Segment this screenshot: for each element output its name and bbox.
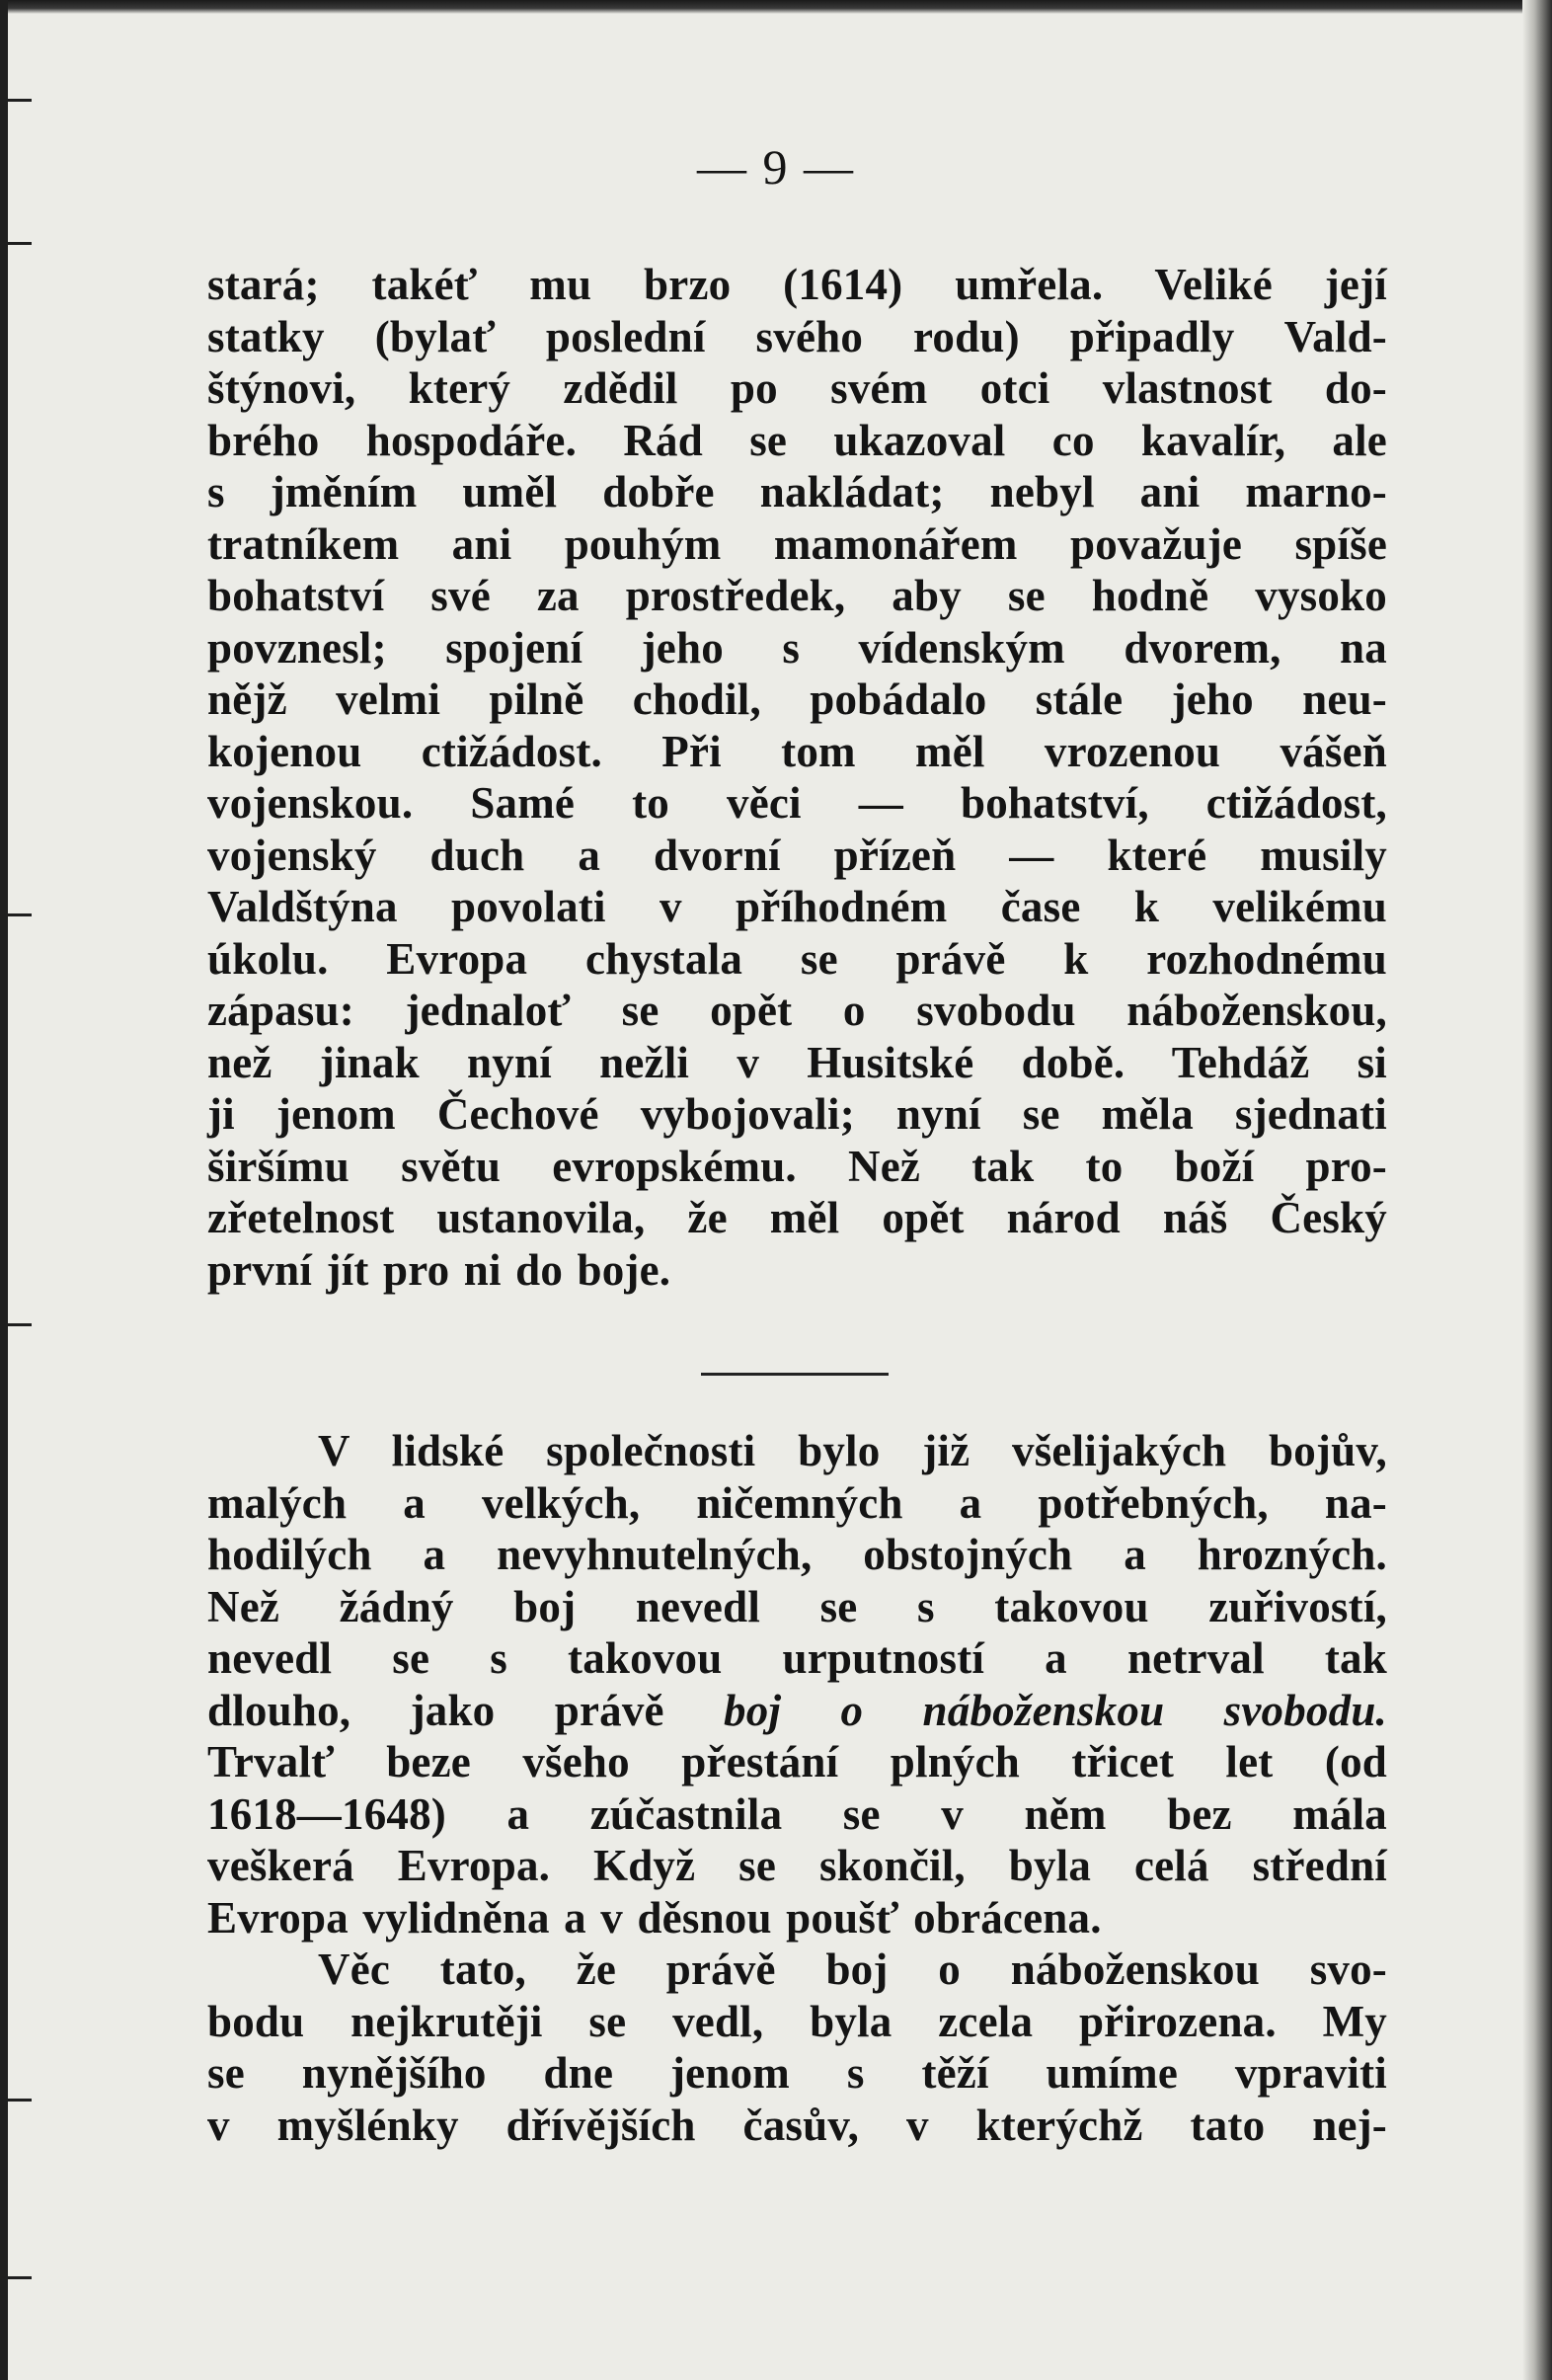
margin-mark xyxy=(0,2099,32,2102)
text-line: V lidské společnosti bylo již všelijakých bojův, xyxy=(318,1426,1387,1475)
text-line: ji jenom Čechové vybojovali; nyní se měla sjednati xyxy=(207,1089,1387,1139)
scan-edge-right xyxy=(1522,0,1552,2380)
text-line: Valdštýna povolati v příhodném čase k velikému xyxy=(207,882,1387,931)
text-line: první jít pro ni do boje. xyxy=(207,1244,671,1295)
text-line: Evropa vylidněna a v děsnou poušť obrácena. xyxy=(207,1892,1102,1943)
text-line: malých a velkých, ničemných a potřebných, na- xyxy=(207,1477,1387,1528)
text-line: statky (bylať poslední svého rodu) připadly Vald- xyxy=(207,311,1387,361)
text-line: vojenskou. Samé to věci — bohatství, ctižádost, xyxy=(207,778,1387,828)
margin-mark xyxy=(0,913,32,916)
text-line: 1618—1648) a zúčastnila se v něm bez mála xyxy=(207,1788,1387,1839)
text-line: bohatství své za prostředek, aby se hodně vysoko xyxy=(207,571,1387,620)
text-line: v myšlénky dřívějších časův, v kterýchž tato nej- xyxy=(207,2100,1387,2150)
text-line: širšímu světu evropskému. Než tak to boží pro- xyxy=(207,1141,1387,1191)
text-line: než jinak nyní nežli v Husitské době. Tehdáž si xyxy=(207,1037,1387,1087)
text-line: dlouho, jako právě boj o náboženskou svobodu. xyxy=(207,1685,1388,1735)
italic-phrase: boj o náboženskou svobodu. xyxy=(724,1685,1388,1735)
text-line: vojenský duch a dvorní přízeň — které musily xyxy=(207,830,1387,880)
text-line: se nynějšího dne jenom s těží umíme vpraviti xyxy=(207,2048,1387,2098)
text-line: brého hospodáře. Rád se ukazoval co kavalír, ale xyxy=(207,415,1387,465)
scan-edge-top xyxy=(0,0,1552,14)
text-line: Věc tato, že právě boj o náboženskou svo- xyxy=(318,1944,1387,1994)
margin-mark xyxy=(0,99,32,102)
paragraph-1 xyxy=(207,259,1387,1296)
text-line: stará; takéť mu brzo (1614) umřela. Veliké její xyxy=(207,260,1387,309)
margin-mark xyxy=(0,1323,32,1326)
text-line: bodu nejkrutěji se vedl, byla zcela přirozena. My xyxy=(207,1996,1387,2046)
text-line: nějž velmi pilně chodil, pobádalo stále jeho neu- xyxy=(207,674,1387,724)
text-line: nevedl se s takovou urputností a netrval tak xyxy=(207,1633,1387,1683)
margin-mark xyxy=(0,242,32,245)
text-line: úkolu. Evropa chystala se právě k rozhodnému xyxy=(207,933,1387,984)
page-number: — 9 — xyxy=(697,139,855,195)
text-line: povznesl; spojení jeho s vídenským dvorem, na xyxy=(207,622,1387,673)
text-line: kojenou ctižádost. Při tom měl vrozenou vášeň xyxy=(207,726,1387,776)
text-line: hodilých a nevyhnutelných, obstojných a hrozných. xyxy=(207,1530,1387,1579)
text-line: zřetelnost ustanovila, že měl opět národ náš Český xyxy=(207,1193,1387,1242)
scan-edge-left xyxy=(0,0,8,2380)
text-line: zápasu: jednaloť se opět o svobodu náboženskou, xyxy=(207,986,1387,1035)
section-divider xyxy=(701,1373,889,1376)
text-line: s jměním uměl dobře nakládat; nebyl ani marno- xyxy=(207,467,1387,516)
text-line: veškerá Evropa. Když se skončil, byla celá střední xyxy=(207,1841,1387,1890)
text-line: tratníkem ani pouhým mamonářem považuje spíše xyxy=(207,518,1387,569)
text-line: Než žádný boj nevedl se s takovou zuřivostí, xyxy=(207,1581,1387,1631)
text-line: Trvalť beze všeho přestání plných třicet let (od xyxy=(207,1737,1387,1786)
margin-mark xyxy=(0,2276,32,2279)
paragraph-2 xyxy=(207,1425,1387,2151)
text-line: štýnovi, který zdědil po svém otci vlastnost do- xyxy=(207,363,1387,413)
